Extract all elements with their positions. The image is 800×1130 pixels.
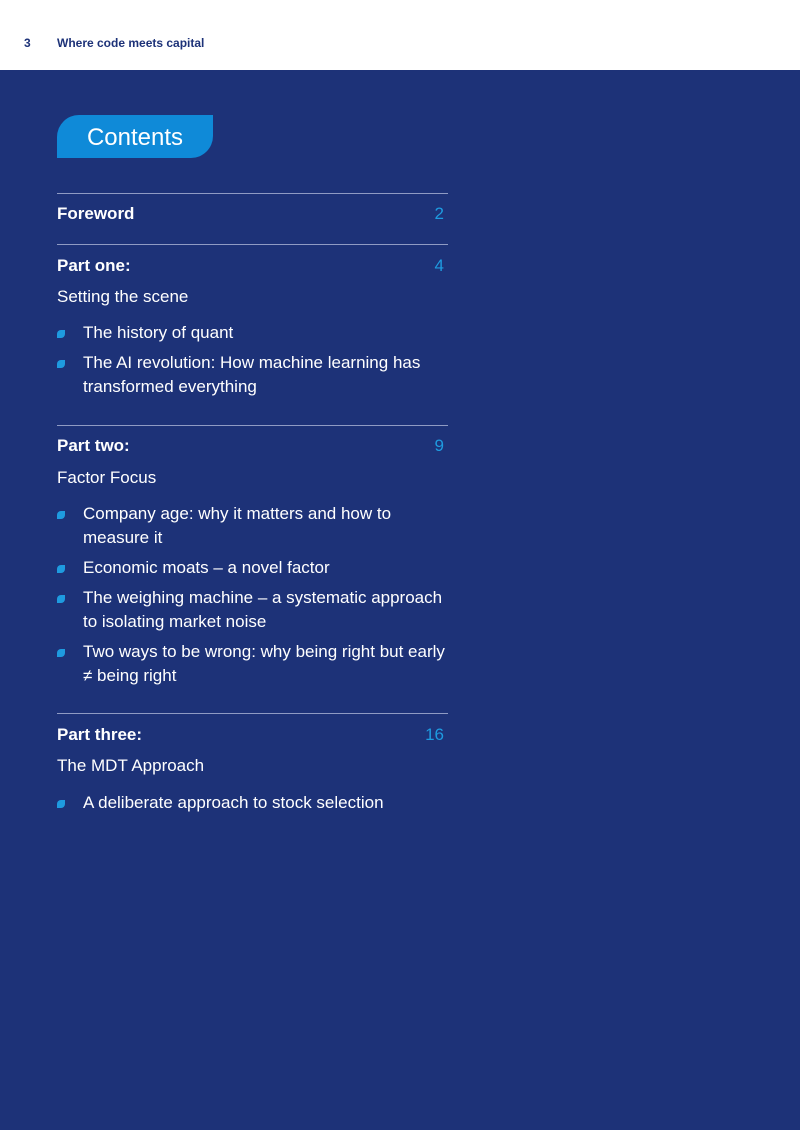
section-page-foreword[interactable]: 2 [434,204,444,223]
list-item[interactable]: The AI revolution: How machine learning has transformed everything [83,353,421,396]
section-page-part-three[interactable]: 16 [425,725,444,744]
bullet-icon [57,565,65,573]
divider [57,244,448,245]
list-item[interactable]: A deliberate approach to stock selection [83,793,384,812]
section-title-part-two[interactable]: Part two: [57,436,130,455]
list-item[interactable]: The weighing machine – a systematic approach to isolating market noise [83,588,443,631]
bullet-icon [57,360,65,368]
section-page-part-two[interactable]: 9 [434,436,444,455]
bullet-icon [57,511,65,519]
list-item[interactable]: The history of quant [83,323,234,342]
section-title-part-one[interactable]: Part one: [57,256,131,275]
list-item[interactable]: Company age: why it matters and how to measure it [83,504,392,547]
section-subtitle-part-one: Setting the scene [57,287,189,306]
divider [57,425,448,426]
bullet-icon [57,800,65,808]
section-page-part-one[interactable]: 4 [434,256,444,275]
document-title: Where code meets capital [57,36,205,50]
divider [57,713,448,714]
section-title-foreword[interactable]: Foreword [57,204,135,223]
section-subtitle-part-three: The MDT Approach [57,756,205,775]
section-title-part-three[interactable]: Part three: [57,725,143,744]
list-item[interactable]: Two ways to be wrong: why being right but early ≠ being right [83,642,445,685]
divider [57,193,448,194]
section-subtitle-part-two: Factor Focus [57,468,157,487]
bullet-icon [57,649,65,657]
list-item[interactable]: Economic moats – a novel factor [83,558,330,577]
contents-heading: Contents [57,115,213,158]
bullet-icon [57,595,65,603]
page-header [0,0,800,70]
page-number: 3 [24,36,31,50]
bullet-icon [57,330,65,338]
